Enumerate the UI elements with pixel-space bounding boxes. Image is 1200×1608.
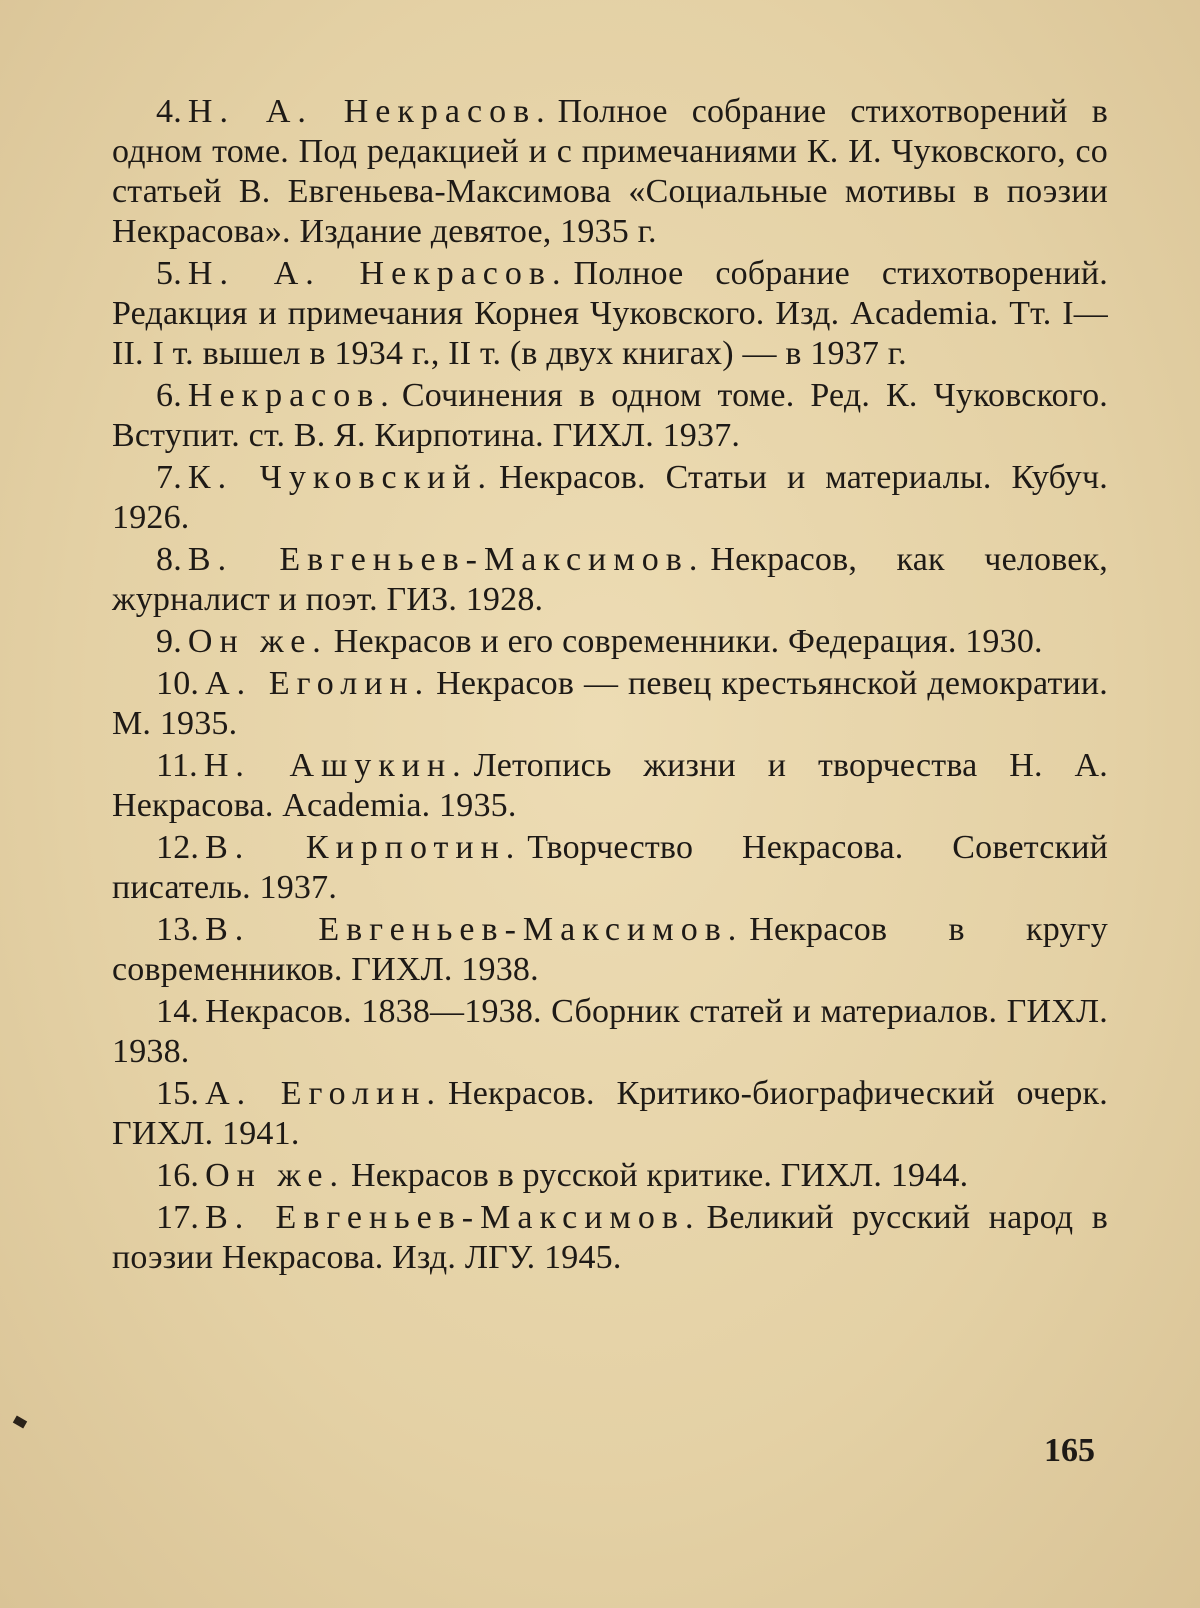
entry-number: 14. xyxy=(156,993,200,1030)
bibliography-entry xyxy=(112,622,1108,662)
entry-number: 17. xyxy=(156,1199,200,1236)
entry-number: 9. xyxy=(156,623,182,660)
entry-text: Сочинения в одном томе. Ред. К. Чуковского. Вступит. ст. В. Я. Кирпотина. ГИХЛ. 1937. xyxy=(112,377,1108,454)
bibliography-entry xyxy=(112,664,1108,744)
entry-author: Н. Ашукин. xyxy=(203,747,468,784)
bibliography-list xyxy=(112,92,1108,1280)
entry-author: Н. А. Некрасов. xyxy=(187,93,552,130)
entry-text: Некрасов — певец крестьянской демократии. М. 1935. xyxy=(112,665,1108,742)
entry-author: В. Евгеньев-Максимов. xyxy=(205,1199,701,1236)
entry-number: 11. xyxy=(156,747,198,784)
bibliography-entry xyxy=(112,254,1108,374)
entry-number: 15. xyxy=(156,1075,200,1112)
entry-author: Он же. xyxy=(187,623,328,660)
ink-blot xyxy=(13,1416,27,1429)
bibliography-entry xyxy=(112,992,1108,1072)
entry-author: Н. А. Некрасов. xyxy=(187,255,568,292)
entry-number: 10. xyxy=(156,665,200,702)
bibliography-entry xyxy=(112,376,1108,456)
entry-text: Некрасов. 1838—1938. Сборник статей и материалов. ГИХЛ. 1938. xyxy=(112,993,1108,1070)
entry-author: А. Еголин. xyxy=(205,665,431,702)
entry-text: Полное собрание стихотворений в одном томе. Под редакцией и с примечаниями К. И. Чуковского, со статьей В. Евгеньева-Максимова «Социальные мотивы в поэзии Некрасова». Издание девятое, 1935 г. xyxy=(112,93,1108,250)
entry-text: Некрасов в русской критике. ГИХЛ. 1944. xyxy=(351,1157,969,1194)
entry-author: В. Евгеньев-Максимов. xyxy=(187,541,705,578)
entry-text: Некрасов. Статьи и материалы. Кубуч. 1926. xyxy=(112,459,1109,536)
entry-text: Некрасов, как человек, журналист и поэт. ГИЗ. 1928. xyxy=(112,541,1108,618)
entry-author: Некрасов. xyxy=(187,377,396,414)
entry-number: 5. xyxy=(156,255,182,292)
entry-text: Летопись жизни и творчества Н. А. Некрасова. Academia. 1935. xyxy=(112,747,1108,824)
bibliography-entry xyxy=(112,458,1108,538)
entry-text: Некрасов и его современники. Федерация. 1930. xyxy=(333,623,1043,660)
entry-text: Полное собрание стихотворений. Редакция и примечания Корнея Чуковского. Изд. Academia. Тт. I—II. I т. вышел в 1934 г., II т. (в двух книгах) — в 1937 г. xyxy=(112,255,1108,372)
bibliography-entry xyxy=(112,746,1108,826)
entry-number: 16. xyxy=(156,1157,200,1194)
bibliography-entry xyxy=(112,1198,1108,1278)
entry-number: 8. xyxy=(156,541,182,578)
bibliography-entry xyxy=(112,910,1108,990)
page-number: 165 xyxy=(1044,1432,1095,1469)
entry-author: Он же. xyxy=(205,1157,345,1194)
entry-author: В. Евгеньев-Максимов. xyxy=(205,911,744,948)
entry-author: А. Еголин. xyxy=(205,1075,442,1112)
bibliography-entry xyxy=(112,540,1108,620)
bibliography-entry xyxy=(112,1156,1108,1196)
bibliography-entry xyxy=(112,1074,1108,1154)
entry-text: Великий русский народ в поэзии Некрасова. Изд. ЛГУ. 1945. xyxy=(112,1199,1108,1276)
entry-number: 12. xyxy=(156,829,200,866)
entry-text: Некрасов. Критико-биографический очерк. ГИХЛ. 1941. xyxy=(112,1075,1108,1152)
entry-number: 6. xyxy=(156,377,182,414)
entry-author: К. Чуковский. xyxy=(187,459,494,496)
entry-number: 4. xyxy=(156,93,182,130)
entry-author: В. Кирпотин. xyxy=(205,829,522,866)
entry-number: 7. xyxy=(156,459,182,496)
entry-text: Творчество Некрасова. Советский писатель. 1937. xyxy=(112,829,1109,906)
bibliography-entry xyxy=(112,92,1108,252)
bibliography-entry xyxy=(112,828,1108,908)
entry-text: Некрасов в кругу современников. ГИХЛ. 1938. xyxy=(112,911,1109,988)
entry-number: 13. xyxy=(156,911,200,948)
